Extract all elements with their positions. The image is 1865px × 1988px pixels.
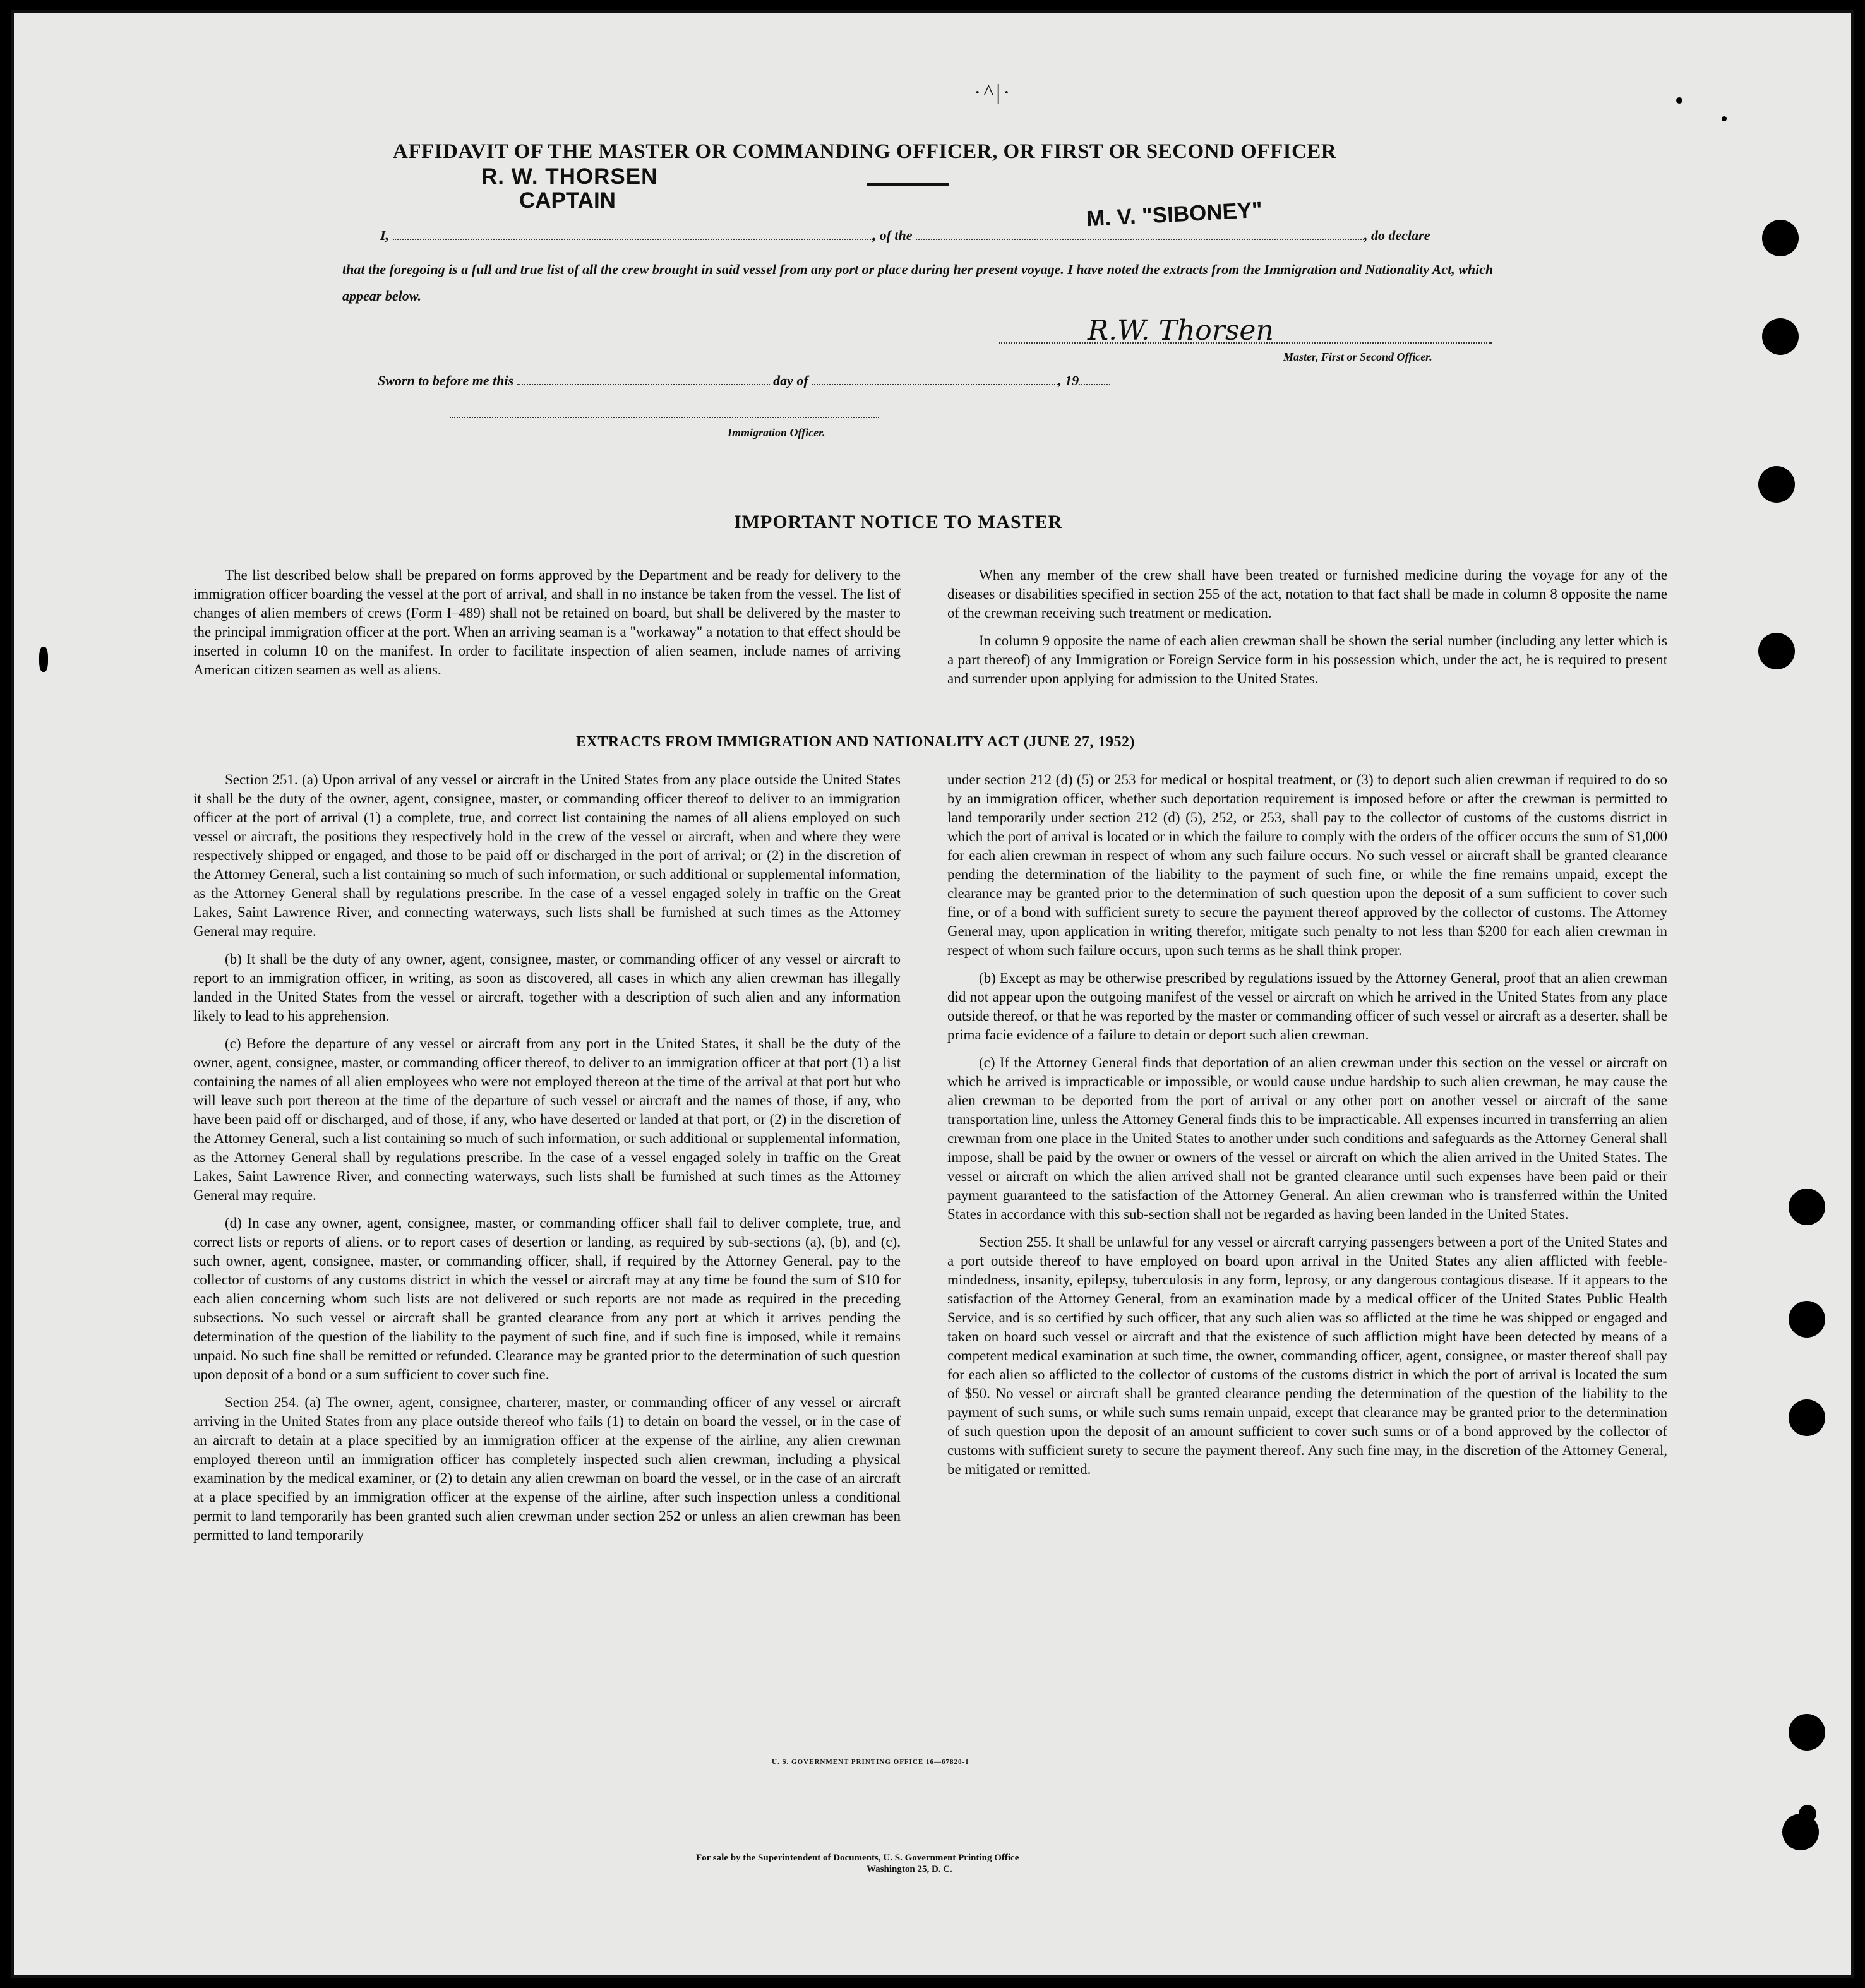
year-prefix: , 19 bbox=[1058, 373, 1079, 388]
immigration-officer-line[interactable] bbox=[450, 410, 879, 418]
sale-line: For sale by the Superintendent of Documents, U. S. Government Printing Office bbox=[696, 1853, 1019, 1863]
punch-hole bbox=[1762, 220, 1799, 256]
section-251d: (d) In case any owner, agent, consignee, master, or commanding officer shall fail to deliver complete, true, and correct lists or reports of aliens, or to report cases of desertion or landing, as required by sub-sections (a), (b), and (c), such owner, agent, consignee, master, or commanding officer, shall, if required by the Attorney General, pay to the collector of customs of any customs district in which the vessel or aircraft may at any time be found the sum of $10 for each alien concerning whom such lists are not delivered or such reports are not made as required in the preceding subsections. No such vessel or aircraft shall be granted clearance from any port at which it arrives pending the determination of the question of the liability to the payment of such fine, and if such fine is imposed, while it remains unpaid. No such fine shall be remitted or refunded. Clearance may be granted prior to the determination of such question upon deposit of a bond or a sum sufficient to cover such fine. bbox=[193, 1215, 901, 1382]
notice-left-column bbox=[193, 566, 901, 688]
sworn-row bbox=[378, 373, 1110, 389]
stamp-name: R. W. THORSEN bbox=[481, 164, 658, 189]
section-254a-cont: under section 212 (d) (5) or 253 for medical or hospital treatment, or (3) to deport such alien crewman if required to do so by an immigration officer, whether such deportation requirement is imposed before or after the crewman is permitted to land temporarily under section 212 (d) (5), 252, or 253, shall pay to the collector of customs of the customs district in which the port of arrival is located or in which the failure to comply with the orders of the officer occurs the sum of $1,000 for each alien crewman in respect of whom any such failure occurs. No such vessel or aircraft shall be granted clearance pending the determination of the liability to the payment of such fine, or while the fine remains unpaid, except the clearance may be granted prior to the determination of such question upon the deposit of a sum sufficient to cover such fine, or of a bond with sufficient surety to secure the payment thereof approved by the collector of customs. The Attorney General may, upon application in writing therefor, mitigate such penalty to not less than $200 for each alien crewman in respect of whom such failure occurs, upon such terms as he shall think proper. bbox=[947, 772, 1667, 958]
notice-paragraph: In column 9 opposite the name of each alien crewman shall be shown the serial number (including any letter which is a part thereof) of any Immigration or Foreign Service form in his possession which, under the act, he is required to present and surrender upon applying for admission to the United States. bbox=[947, 633, 1667, 686]
top-mark: ·^|· bbox=[974, 81, 1013, 104]
immigration-officer-caption: Immigration Officer. bbox=[728, 426, 825, 439]
punch-hole bbox=[1789, 1714, 1825, 1751]
of-the-label: , of the bbox=[872, 227, 913, 243]
sworn-prefix: Sworn to before me this bbox=[378, 373, 514, 388]
sig-caption-master: Master, bbox=[1283, 350, 1322, 363]
declaration-text: that the foregoing is a full and true list of all the crew brought in said vessel from any port or place during her present voyage. I have noted the extracts from the Immigration and Nationality Act, which appear below. bbox=[342, 261, 1494, 304]
do-declare-label: , do declare bbox=[1364, 227, 1430, 243]
city-line: Washington 25, D. C. bbox=[867, 1864, 952, 1874]
ink-mark bbox=[39, 647, 48, 672]
section-251c: (c) Before the departure of any vessel or aircraft from any port in the United States, it shall be the duty of the owner, agent, consignee, master, or commanding officer thereof, to deliver to an immigration officer at that port (1) a list containing the names of all alien employees who were not employed thereon at the time of the arrival at that port but who will leave such port thereon at the time of the departure of such vessel or aircraft and the names of those, if any, who have been paid off or discharged, and of those, if any, who have deserted or landed at that port, or (2) in the discretion of the Attorney General, such a list containing so much of such information, or such additional or supplemental information, as the Attorney General shall by regulations prescribe. In the case of a vessel engaged solely in traffic on the Great Lakes, Saint Lawrence River, and connecting waterways, such lists shall be furnished at such times as the Attorney General may require. bbox=[193, 1036, 901, 1203]
section-251b: (b) It shall be the duty of any owner, agent, consignee, master, or commanding officer of any vessel or aircraft to report to an immigration officer, in writing, as soon as discovered, all cases in which any alien crewman has illegally landed in the United States from the vessel or aircraft, together with a description of such alien and any information likely to lead to his apprehension. bbox=[193, 951, 901, 1024]
ink-speck bbox=[1722, 116, 1727, 121]
punch-hole bbox=[1758, 466, 1795, 503]
notice-right-column bbox=[947, 566, 1667, 697]
extracts-title: EXTRACTS FROM IMMIGRATION AND NATIONALITY ACT (JUNE 27, 1952) bbox=[576, 734, 1135, 750]
punch-hole bbox=[1762, 318, 1799, 355]
punch-hole bbox=[1789, 1399, 1825, 1436]
stamp-rank: CAPTAIN bbox=[519, 188, 616, 213]
sworn-month-field[interactable] bbox=[812, 381, 1058, 385]
day-of-label: day of bbox=[773, 373, 808, 388]
extracts-right-column bbox=[947, 770, 1667, 1488]
vessel-name-field[interactable] bbox=[916, 236, 1364, 240]
section-254a: Section 254. (a) The owner, agent, consignee, charterer, master, or commanding officer of any vessel or aircraft arriving in the United States from any place outside thereof who fails (1) to detain on board the vessel, or in the case of an aircraft to detain at a place specified by an immigration officer at the expense of the airline, any alien crewman employed thereon until an immigration officer has completely inspected such alien crewman, including a physical examination by the medical examiner, or (2) to detain any alien crewman on board the vessel, or in the case of an aircraft at a place specified by an immigration officer at the expense of the airline, after such inspection unless a conditional permit to land temporarily has been granted such alien crewman under section 252 or unless an alien crewman has been permitted to land temporarily bbox=[193, 1394, 901, 1543]
ink-blot bbox=[1799, 1805, 1816, 1823]
section-254c: (c) If the Attorney General finds that deportation of an alien crewman under this section on the vessel or aircraft on which he arrived is impracticable or impossible, or would cause undue hardship to such alien crewman, he may cause the alien crewman to be deported from the port of arrival or any other port on another vessel or aircraft of the same transportation line, unless the Attorney General finds this to be impracticable. All expenses incurred in transferring an alien crewman from one place in the United States to another under such conditions and safeguards as the Attorney General shall impose, shall be paid by the owner or owners of the vessel or aircraft on which the alien arrived in the United States. The vessel or aircraft on which the alien arrived shall not be granted clearance until such expenses have been paid or their payment guaranteed to the satisfaction of the Attorney General. An alien crewman who is transferred within the United States in accordance with this sub-section shall not be regarded as having been landed in the United States. bbox=[947, 1055, 1667, 1222]
master-name-field[interactable] bbox=[393, 236, 873, 240]
ink-speck bbox=[1676, 97, 1682, 104]
punch-hole bbox=[1789, 1189, 1825, 1225]
affidavit-title: AFFIDAVIT OF THE MASTER OR COMMANDING OFFICER, OR FIRST OR SECOND OFFICER bbox=[393, 140, 1337, 163]
notice-paragraph: The list described below shall be prepared on forms approved by the Department and be ready for delivery to the immigration officer boarding the vessel at the port of arrival, and shall in no instance be taken from the vessel. The list of changes of alien members of crews (Form I–489) shall not be retained on board, but shall be delivered by the master to the principal immigration officer at the port. When an arriving seaman is a "workaway" a notation to that effect should be inserted in column 10 on the manifest. In order to facilitate inspection of alien seamen, include names of arriving American citizen seamen as well as aliens. bbox=[193, 567, 901, 678]
section-254b: (b) Except as may be otherwise prescribed by regulations issued by the Attorney General, proof that an alien crewman did not appear upon the outgoing manifest of the vessel or aircraft on which he arrived in the United States from any place outside thereof, or that he was reported by the master or commanding officer of such vessel or aircraft as a deserter, shall be prima facie evidence of a failure to detain or deport such alien crewman. bbox=[947, 970, 1667, 1043]
master-signature: R.W. Thorsen bbox=[1088, 314, 1274, 347]
signature-caption bbox=[1283, 350, 1432, 364]
section-255: Section 255. It shall be unlawful for any vessel or aircraft carrying passengers between a port of the United States and a port outside thereof to have employed on board upon arrival in the United States any alien afflicted with feeble-mindedness, insanity, epilepsy, tuberculosis in any form, leprosy, or any dangerous contagious disease. If it appears to the satisfaction of the Attorney General, from an examination made by a medical officer of the United States Public Health Service, and is so certified by such officer, that any such alien was so afflicted at the time he was shipped or engaged and taken on board such vessel or aircraft and that the existence of such affliction might have been detected by means of a competent medical examination at such time, the owner, commanding officer, agent, consignee, or master thereof shall pay for each alien so afflicted to the collector of customs of the customs district in which the port of arrival is located the sum of $50. No vessel or aircraft shall be granted clearance pending the determination of the question of the liability to the payment of such sums, or while such sums remain unpaid, except that clearance may be granted prior to the determination of such question upon the deposit of an amount sufficient to cover such sums or of a bond approved by the collector of customs with sufficient surety to secure the payment thereof. Any such fine may, in the discretion of the Attorney General, be mitigated or remitted. bbox=[947, 1234, 1667, 1477]
stamp-vessel: M. V. "SIBONEY" bbox=[1086, 197, 1263, 232]
sworn-year-field[interactable] bbox=[1079, 381, 1110, 385]
document-page bbox=[11, 10, 1854, 1978]
sig-caption-struck: First or Second Officer bbox=[1321, 350, 1430, 363]
section-251a: Section 251. (a) Upon arrival of any vessel or aircraft in the United States from any place outside the United States it shall be the duty of the owner, agent, consignee, master, or commanding officer thereof to deliver to an immigration officer at the port of arrival (1) a complete, true, and correct list containing the names of all aliens employed on such vessel or aircraft, the positions they respectively hold in the crew of the vessel or aircraft, when and where they were respectively shipped or engaged, and those to be paid off or discharged in the port of arrival; or (2) in the discretion of the Attorney General, such a list containing so much of such information, or such additional or supplemental information, as the Attorney General shall by regulations prescribe. In the case of a vessel engaged solely in traffic on the Great Lakes, Saint Lawrence River, and connecting waterways, such lists shall be furnished at such times as the Attorney General may require. bbox=[193, 772, 901, 939]
sig-caption-end: . bbox=[1429, 350, 1432, 363]
declaration-prefix: I, bbox=[380, 227, 390, 243]
title-dash bbox=[867, 183, 949, 186]
notice-paragraph: When any member of the crew shall have been treated or furnished medicine during the voyage for any of the diseases or disabilities specified in section 255 of the act, notation to that fact shall be made in column 8 opposite the name of the crewman receiving such treatment or medication. bbox=[947, 567, 1667, 621]
sworn-day-field[interactable] bbox=[517, 381, 770, 385]
punch-hole bbox=[1789, 1301, 1825, 1338]
printing-office-note: U. S. GOVERNMENT PRINTING OFFICE 16—67820-1 bbox=[772, 1758, 969, 1766]
declaration-row bbox=[380, 227, 1511, 244]
notice-title: IMPORTANT NOTICE TO MASTER bbox=[734, 512, 1063, 532]
extracts-left-column bbox=[193, 770, 901, 1554]
punch-hole bbox=[1758, 633, 1795, 669]
